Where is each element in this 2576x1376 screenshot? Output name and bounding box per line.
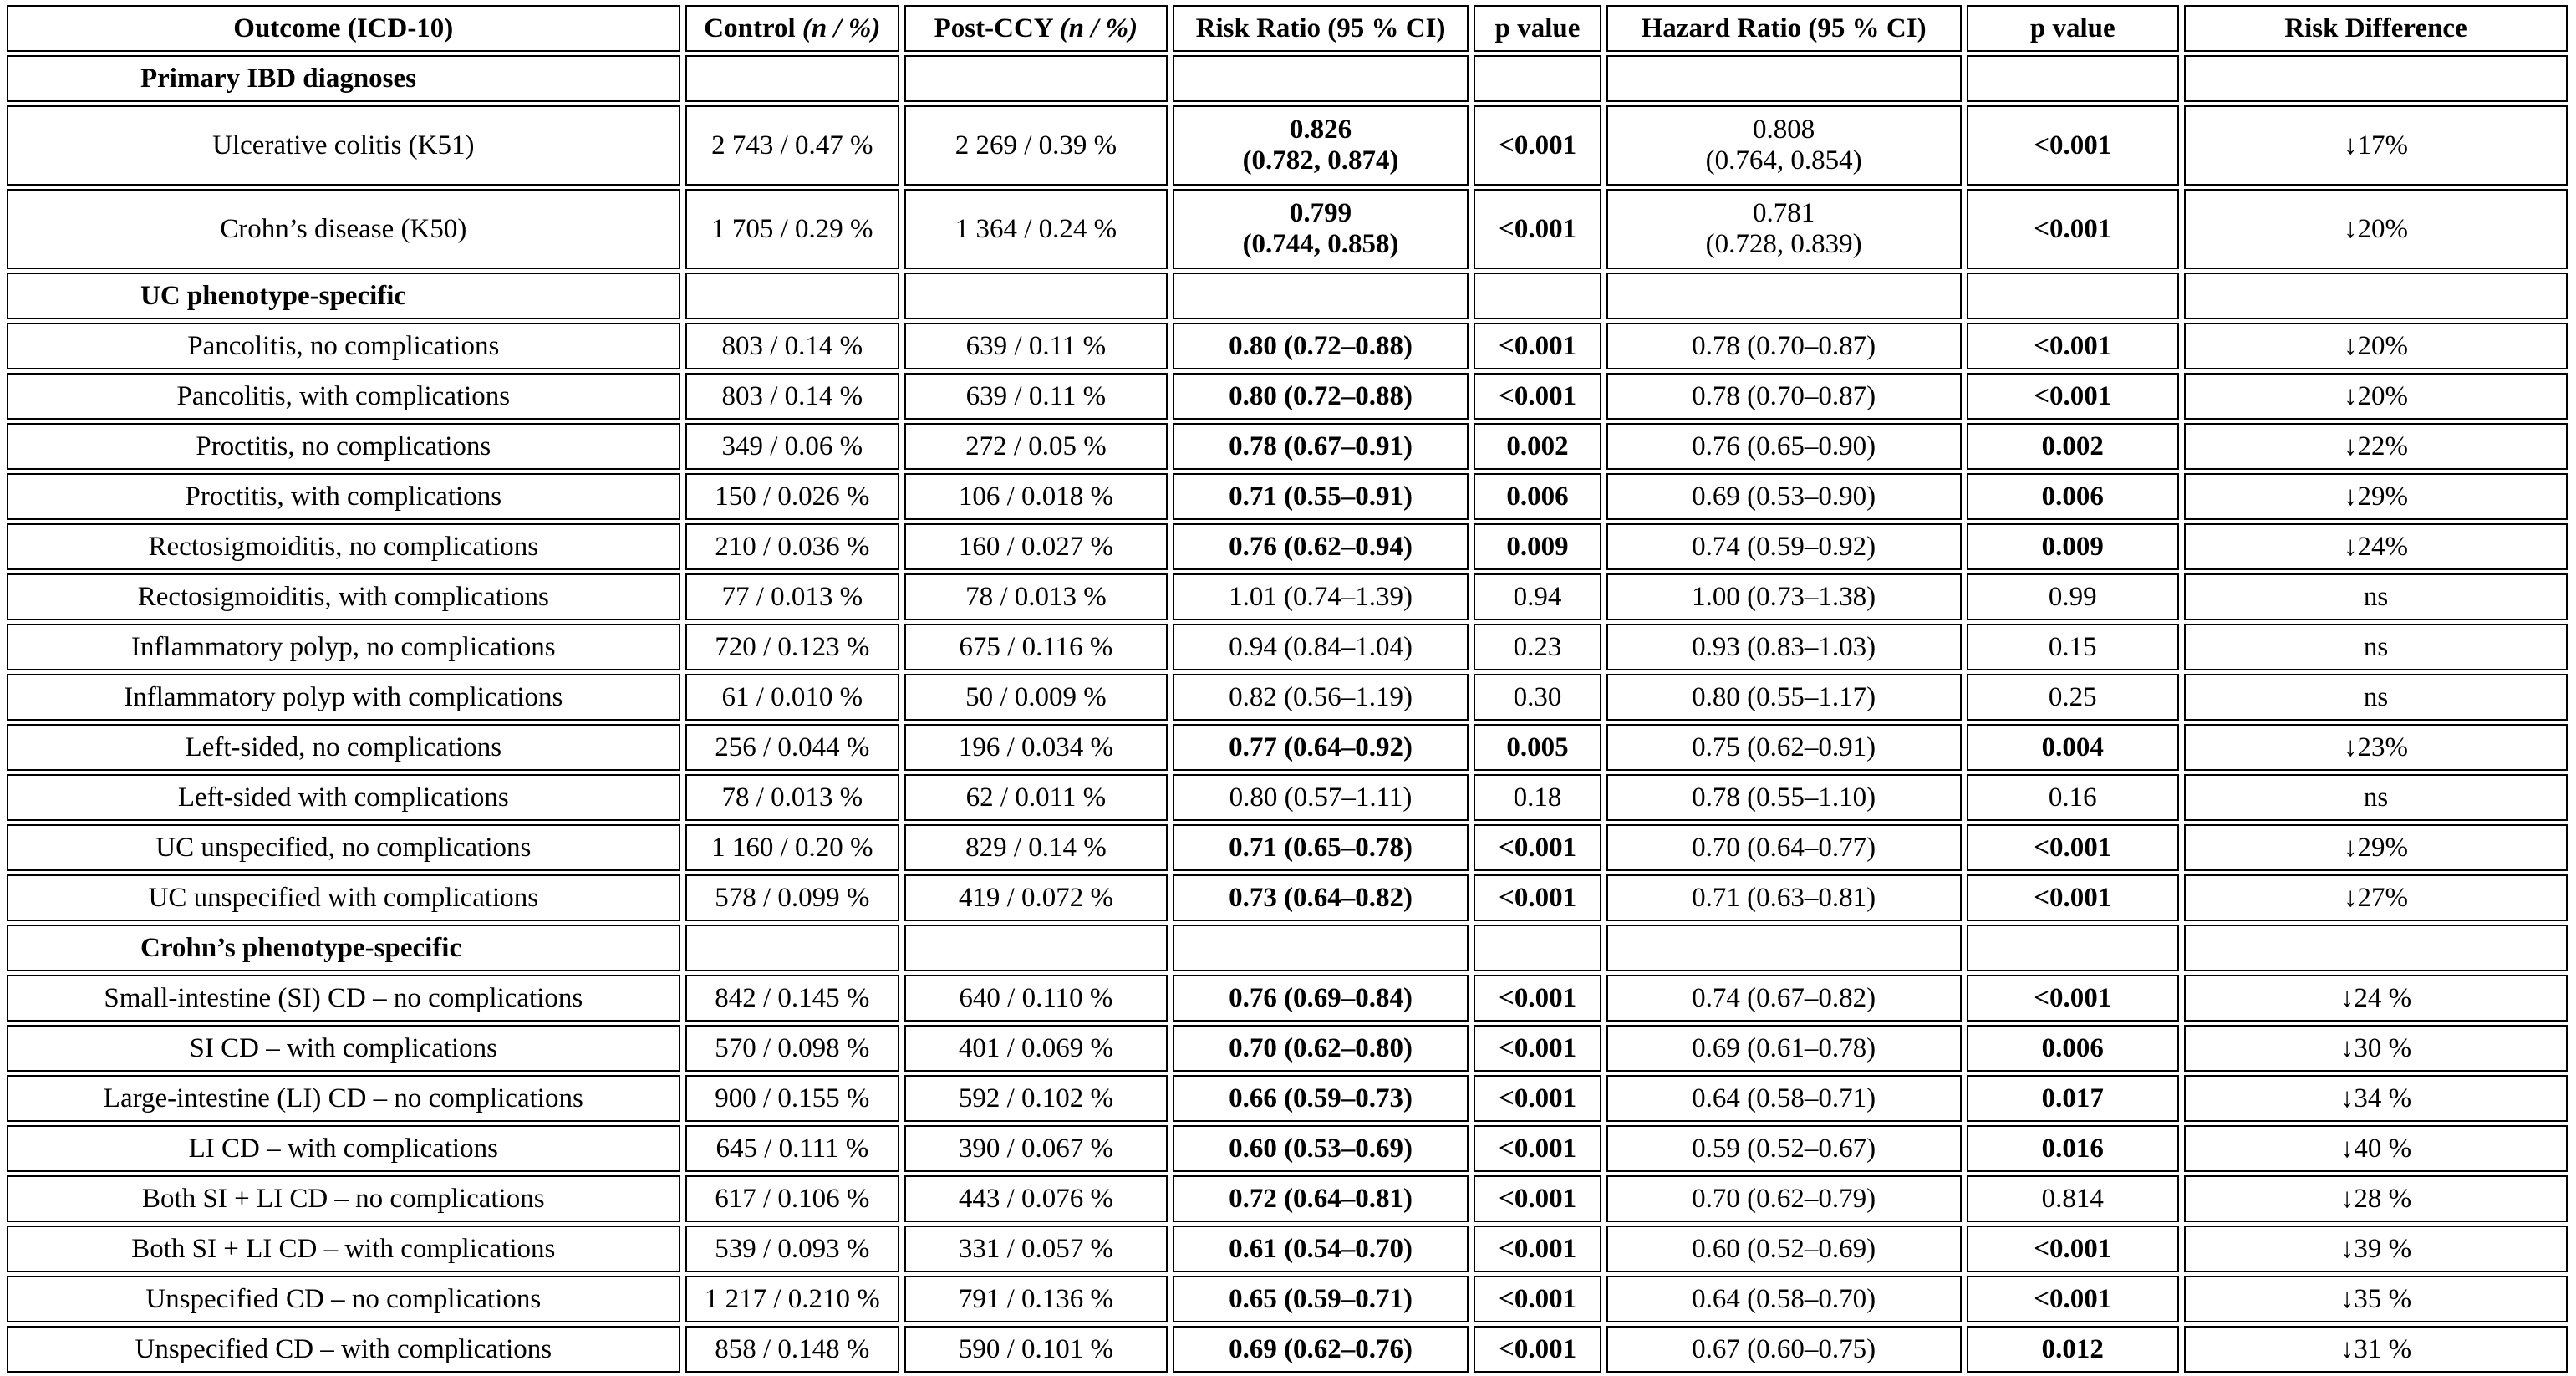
- risk-difference-cell: ↓20%: [2184, 189, 2568, 269]
- risk-ratio-cell: 0.71 (0.55–0.91): [1173, 473, 1469, 520]
- control-cell: 617 / 0.106 %: [685, 1175, 900, 1222]
- empty-cell: [1967, 273, 2180, 319]
- control-cell: 210 / 0.036 %: [685, 523, 900, 570]
- post-ccy-cell: 106 / 0.018 %: [904, 473, 1168, 520]
- hazard-ratio-ci: (0.728, 0.839): [1705, 229, 1862, 259]
- empty-cell: [1474, 273, 1601, 319]
- empty-cell: [1967, 55, 2180, 102]
- p-value-hr-cell: <0.001: [1967, 105, 2180, 186]
- empty-cell: [685, 55, 900, 102]
- hazard-ratio-cell: [1606, 105, 1962, 186]
- control-cell: 349 / 0.06 %: [685, 423, 900, 470]
- control-cell: 900 / 0.155 %: [685, 1075, 900, 1122]
- empty-cell: [904, 55, 1168, 102]
- p-value-rr-cell: <0.001: [1474, 189, 1601, 269]
- p-value-rr-cell: <0.001: [1474, 373, 1601, 420]
- outcome-cell: Rectosigmoiditis, with complications: [7, 573, 680, 620]
- p-value-rr-cell: 0.002: [1474, 423, 1601, 470]
- post-ccy-cell: 592 / 0.102 %: [904, 1075, 1168, 1122]
- header-hazard-ratio: Hazard Ratio (95 % CI): [1606, 5, 1962, 52]
- empty-cell: [904, 925, 1168, 971]
- table-row: [7, 105, 2568, 186]
- post-ccy-cell: 160 / 0.027 %: [904, 523, 1168, 570]
- hazard-ratio-cell: 0.78 (0.70–0.87): [1606, 373, 1962, 420]
- hazard-ratio-cell: 0.74 (0.67–0.82): [1606, 975, 1962, 1022]
- p-value-hr-cell: <0.001: [1967, 824, 2180, 871]
- risk-difference-cell: ↓27%: [2184, 874, 2568, 921]
- outcome-cell: UC unspecified with complications: [7, 874, 680, 921]
- empty-cell: [2184, 925, 2568, 971]
- table-row: [7, 1175, 2568, 1222]
- section-title-primary: Primary IBD diagnoses: [7, 55, 680, 102]
- header-control-label: Control: [704, 13, 796, 43]
- header-post-label: Post-CCY: [934, 13, 1053, 43]
- table-header-row: [7, 5, 2568, 52]
- p-value-hr-cell: <0.001: [1967, 1226, 2180, 1272]
- table-row: [7, 774, 2568, 821]
- empty-cell: [1606, 925, 1962, 971]
- hazard-ratio-cell: 0.69 (0.53–0.90): [1606, 473, 1962, 520]
- hazard-ratio-cell: 0.78 (0.70–0.87): [1606, 323, 1962, 369]
- table-row: [7, 473, 2568, 520]
- risk-difference-cell: ↓28 %: [2184, 1175, 2568, 1222]
- risk-difference-cell: ↓35 %: [2184, 1276, 2568, 1322]
- table-row: [7, 1075, 2568, 1122]
- p-value-rr-cell: <0.001: [1474, 1075, 1601, 1122]
- risk-difference-cell: ns: [2184, 774, 2568, 821]
- post-ccy-cell: 640 / 0.110 %: [904, 975, 1168, 1022]
- post-ccy-cell: 78 / 0.013 %: [904, 573, 1168, 620]
- control-cell: 61 / 0.010 %: [685, 674, 900, 721]
- empty-cell: [1606, 273, 1962, 319]
- table-row: [7, 1326, 2568, 1373]
- header-p-value-rr: p value: [1474, 5, 1601, 52]
- risk-difference-cell: ↓31 %: [2184, 1326, 2568, 1373]
- table-row: [7, 523, 2568, 570]
- hazard-ratio-cell: 0.74 (0.59–0.92): [1606, 523, 1962, 570]
- outcome-cell: Ulcerative colitis (K51): [7, 105, 680, 186]
- p-value-hr-cell: <0.001: [1967, 189, 2180, 269]
- post-ccy-cell: 419 / 0.072 %: [904, 874, 1168, 921]
- post-ccy-cell: 2 269 / 0.39 %: [904, 105, 1168, 186]
- outcome-cell: Left-sided, no complications: [7, 724, 680, 771]
- p-value-hr-cell: 0.99: [1967, 573, 2180, 620]
- post-ccy-cell: 791 / 0.136 %: [904, 1276, 1168, 1322]
- outcome-cell: Inflammatory polyp, no complications: [7, 624, 680, 670]
- p-value-rr-cell: 0.009: [1474, 523, 1601, 570]
- risk-ratio-cell: 0.94 (0.84–1.04): [1173, 624, 1469, 670]
- p-value-hr-cell: <0.001: [1967, 323, 2180, 369]
- control-cell: 77 / 0.013 %: [685, 573, 900, 620]
- section-row-primary: [7, 55, 2568, 102]
- outcome-cell: Both SI + LI CD – with complications: [7, 1226, 680, 1272]
- table-row: [7, 573, 2568, 620]
- p-value-hr-cell: 0.004: [1967, 724, 2180, 771]
- control-cell: 256 / 0.044 %: [685, 724, 900, 771]
- header-risk-ratio: Risk Ratio (95 % CI): [1173, 5, 1469, 52]
- risk-difference-cell: ns: [2184, 573, 2568, 620]
- header-control: [685, 5, 900, 52]
- p-value-hr-cell: 0.006: [1967, 473, 2180, 520]
- p-value-hr-cell: <0.001: [1967, 975, 2180, 1022]
- table-row: [7, 674, 2568, 721]
- outcome-cell: Unspecified CD – no complications: [7, 1276, 680, 1322]
- empty-cell: [1173, 925, 1469, 971]
- outcome-cell: Pancolitis, with complications: [7, 373, 680, 420]
- hazard-ratio-cell: 1.00 (0.73–1.38): [1606, 573, 1962, 620]
- outcome-cell: Both SI + LI CD – no complications: [7, 1175, 680, 1222]
- control-cell: 1 217 / 0.210 %: [685, 1276, 900, 1322]
- empty-cell: [1474, 925, 1601, 971]
- table-row: [7, 373, 2568, 420]
- p-value-rr-cell: <0.001: [1474, 1025, 1601, 1072]
- hazard-ratio-cell: 0.76 (0.65–0.90): [1606, 423, 1962, 470]
- risk-difference-cell: ↓40 %: [2184, 1125, 2568, 1172]
- post-ccy-cell: 675 / 0.116 %: [904, 624, 1168, 670]
- control-cell: 645 / 0.111 %: [685, 1125, 900, 1172]
- risk-difference-cell: ↓24 %: [2184, 975, 2568, 1022]
- hazard-ratio-cell: 0.60 (0.52–0.69): [1606, 1226, 1962, 1272]
- risk-ratio-ci: (0.744, 0.858): [1242, 229, 1399, 259]
- header-risk-difference: Risk Difference: [2184, 5, 2568, 52]
- p-value-hr-cell: 0.15: [1967, 624, 2180, 670]
- p-value-hr-cell: 0.009: [1967, 523, 2180, 570]
- risk-ratio-cell: 0.70 (0.62–0.80): [1173, 1025, 1469, 1072]
- control-cell: 578 / 0.099 %: [685, 874, 900, 921]
- p-value-hr-cell: <0.001: [1967, 1276, 2180, 1322]
- risk-ratio-cell: 0.76 (0.69–0.84): [1173, 975, 1469, 1022]
- risk-difference-cell: ↓23%: [2184, 724, 2568, 771]
- control-cell: 803 / 0.14 %: [685, 323, 900, 369]
- header-post-ccy: [904, 5, 1168, 52]
- post-ccy-cell: 639 / 0.11 %: [904, 323, 1168, 369]
- outcome-cell: Crohn’s disease (K50): [7, 189, 680, 269]
- p-value-rr-cell: 0.23: [1474, 624, 1601, 670]
- outcome-cell: Left-sided with complications: [7, 774, 680, 821]
- p-value-rr-cell: <0.001: [1474, 874, 1601, 921]
- hazard-ratio-cell: 0.93 (0.83–1.03): [1606, 624, 1962, 670]
- outcome-cell: Rectosigmoiditis, no complications: [7, 523, 680, 570]
- hazard-ratio-cell: 0.64 (0.58–0.70): [1606, 1276, 1962, 1322]
- header-control-unit: (n / %): [802, 13, 881, 43]
- outcome-cell: Small-intestine (SI) CD – no complications: [7, 975, 680, 1022]
- risk-difference-cell: ns: [2184, 624, 2568, 670]
- empty-cell: [685, 925, 900, 971]
- post-ccy-cell: 1 364 / 0.24 %: [904, 189, 1168, 269]
- empty-cell: [1173, 273, 1469, 319]
- hazard-ratio-ci: (0.764, 0.854): [1705, 145, 1862, 176]
- risk-ratio-cell: [1173, 105, 1469, 186]
- p-value-hr-cell: <0.001: [1967, 874, 2180, 921]
- hazard-ratio-cell: 0.78 (0.55–1.10): [1606, 774, 1962, 821]
- p-value-rr-cell: 0.94: [1474, 573, 1601, 620]
- hazard-ratio-cell: 0.75 (0.62–0.91): [1606, 724, 1962, 771]
- risk-ratio-cell: 0.80 (0.72–0.88): [1173, 323, 1469, 369]
- p-value-rr-cell: 0.005: [1474, 724, 1601, 771]
- hazard-ratio-cell: 0.64 (0.58–0.71): [1606, 1075, 1962, 1122]
- empty-cell: [2184, 55, 2568, 102]
- outcome-cell: SI CD – with complications: [7, 1025, 680, 1072]
- post-ccy-cell: 443 / 0.076 %: [904, 1175, 1168, 1222]
- header-post-unit: (n / %): [1059, 13, 1138, 43]
- p-value-hr-cell: 0.814: [1967, 1175, 2180, 1222]
- control-cell: 2 743 / 0.47 %: [685, 105, 900, 186]
- hazard-ratio-cell: [1606, 189, 1962, 269]
- risk-ratio-cell: 0.69 (0.62–0.76): [1173, 1326, 1469, 1373]
- risk-difference-cell: ↓20%: [2184, 373, 2568, 420]
- control-cell: 570 / 0.098 %: [685, 1025, 900, 1072]
- control-cell: 720 / 0.123 %: [685, 624, 900, 670]
- p-value-hr-cell: 0.012: [1967, 1326, 2180, 1373]
- p-value-rr-cell: <0.001: [1474, 323, 1601, 369]
- risk-difference-cell: ↓34 %: [2184, 1075, 2568, 1122]
- outcome-cell: Unspecified CD – with complications: [7, 1326, 680, 1373]
- hazard-ratio-estimate: 0.781: [1752, 198, 1815, 229]
- table-row: [7, 423, 2568, 470]
- p-value-rr-cell: <0.001: [1474, 824, 1601, 871]
- post-ccy-cell: 401 / 0.069 %: [904, 1025, 1168, 1072]
- risk-ratio-cell: 0.66 (0.59–0.73): [1173, 1075, 1469, 1122]
- hazard-ratio-cell: 0.67 (0.60–0.75): [1606, 1326, 1962, 1373]
- empty-cell: [1606, 55, 1962, 102]
- post-ccy-cell: 62 / 0.011 %: [904, 774, 1168, 821]
- risk-ratio-estimate: 0.826: [1289, 115, 1352, 145]
- post-ccy-cell: 196 / 0.034 %: [904, 724, 1168, 771]
- section-row-uc: [7, 273, 2568, 319]
- outcome-cell: Large-intestine (LI) CD – no complications: [7, 1075, 680, 1122]
- risk-ratio-cell: [1173, 189, 1469, 269]
- table-row: [7, 624, 2568, 670]
- outcome-cell: Pancolitis, no complications: [7, 323, 680, 369]
- risk-difference-cell: ↓24%: [2184, 523, 2568, 570]
- section-row-cd: [7, 925, 2568, 971]
- post-ccy-cell: 50 / 0.009 %: [904, 674, 1168, 721]
- control-cell: 78 / 0.013 %: [685, 774, 900, 821]
- outcome-cell: LI CD – with complications: [7, 1125, 680, 1172]
- table-row: [7, 323, 2568, 369]
- outcome-cell: Proctitis, with complications: [7, 473, 680, 520]
- risk-difference-cell: ↓29%: [2184, 824, 2568, 871]
- empty-cell: [1474, 55, 1601, 102]
- risk-ratio-cell: 0.71 (0.65–0.78): [1173, 824, 1469, 871]
- risk-ratio-cell: 0.61 (0.54–0.70): [1173, 1226, 1469, 1272]
- risk-ratio-cell: 0.76 (0.62–0.94): [1173, 523, 1469, 570]
- risk-ratio-cell: 0.82 (0.56–1.19): [1173, 674, 1469, 721]
- results-table: [2, 2, 2573, 1376]
- table-row: [7, 724, 2568, 771]
- risk-ratio-cell: 0.80 (0.57–1.11): [1173, 774, 1469, 821]
- risk-difference-cell: ↓29%: [2184, 473, 2568, 520]
- p-value-rr-cell: <0.001: [1474, 1125, 1601, 1172]
- hazard-ratio-cell: 0.69 (0.61–0.78): [1606, 1025, 1962, 1072]
- hazard-ratio-cell: 0.59 (0.52–0.67): [1606, 1125, 1962, 1172]
- control-cell: 150 / 0.026 %: [685, 473, 900, 520]
- outcome-cell: UC unspecified, no complications: [7, 824, 680, 871]
- post-ccy-cell: 272 / 0.05 %: [904, 423, 1168, 470]
- p-value-rr-cell: 0.30: [1474, 674, 1601, 721]
- empty-cell: [904, 273, 1168, 319]
- outcome-cell: Inflammatory polyp with complications: [7, 674, 680, 721]
- empty-cell: [1173, 55, 1469, 102]
- table-row: [7, 1125, 2568, 1172]
- p-value-hr-cell: 0.25: [1967, 674, 2180, 721]
- p-value-hr-cell: 0.016: [1967, 1125, 2180, 1172]
- risk-ratio-cell: 0.78 (0.67–0.91): [1173, 423, 1469, 470]
- table-row: [7, 874, 2568, 921]
- header-p-value-hr: p value: [1967, 5, 2180, 52]
- risk-ratio-cell: 0.65 (0.59–0.71): [1173, 1276, 1469, 1322]
- p-value-rr-cell: <0.001: [1474, 975, 1601, 1022]
- post-ccy-cell: 590 / 0.101 %: [904, 1326, 1168, 1373]
- risk-ratio-ci: (0.782, 0.874): [1242, 145, 1399, 176]
- post-ccy-cell: 331 / 0.057 %: [904, 1226, 1168, 1272]
- risk-ratio-cell: 1.01 (0.74–1.39): [1173, 573, 1469, 620]
- hazard-ratio-cell: 0.80 (0.55–1.17): [1606, 674, 1962, 721]
- header-outcome: Outcome (ICD-10): [7, 5, 680, 52]
- p-value-rr-cell: <0.001: [1474, 1226, 1601, 1272]
- control-cell: 803 / 0.14 %: [685, 373, 900, 420]
- p-value-hr-cell: 0.002: [1967, 423, 2180, 470]
- risk-difference-cell: ↓30 %: [2184, 1025, 2568, 1072]
- table-row: [7, 189, 2568, 269]
- hazard-ratio-cell: 0.71 (0.63–0.81): [1606, 874, 1962, 921]
- risk-difference-cell: ↓22%: [2184, 423, 2568, 470]
- post-ccy-cell: 829 / 0.14 %: [904, 824, 1168, 871]
- post-ccy-cell: 639 / 0.11 %: [904, 373, 1168, 420]
- p-value-rr-cell: 0.18: [1474, 774, 1601, 821]
- p-value-hr-cell: <0.001: [1967, 373, 2180, 420]
- p-value-rr-cell: <0.001: [1474, 1175, 1601, 1222]
- section-title-cd: Crohn’s phenotype-specific: [7, 925, 680, 971]
- p-value-rr-cell: <0.001: [1474, 1326, 1601, 1373]
- p-value-hr-cell: 0.006: [1967, 1025, 2180, 1072]
- outcome-cell: Proctitis, no complications: [7, 423, 680, 470]
- hazard-ratio-cell: 0.70 (0.64–0.77): [1606, 824, 1962, 871]
- risk-ratio-cell: 0.77 (0.64–0.92): [1173, 724, 1469, 771]
- table-row: [7, 975, 2568, 1022]
- table-row: [7, 1025, 2568, 1072]
- section-title-uc: UC phenotype-specific: [7, 273, 680, 319]
- empty-cell: [2184, 273, 2568, 319]
- table-row: [7, 1276, 2568, 1322]
- control-cell: 539 / 0.093 %: [685, 1226, 900, 1272]
- control-cell: 1 160 / 0.20 %: [685, 824, 900, 871]
- risk-ratio-estimate: 0.799: [1289, 198, 1352, 229]
- p-value-hr-cell: 0.16: [1967, 774, 2180, 821]
- risk-difference-cell: ns: [2184, 674, 2568, 721]
- table-row: [7, 1226, 2568, 1272]
- empty-cell: [685, 273, 900, 319]
- risk-ratio-cell: 0.73 (0.64–0.82): [1173, 874, 1469, 921]
- hazard-ratio-cell: 0.70 (0.62–0.79): [1606, 1175, 1962, 1222]
- p-value-rr-cell: 0.006: [1474, 473, 1601, 520]
- p-value-rr-cell: <0.001: [1474, 105, 1601, 186]
- empty-cell: [1967, 925, 2180, 971]
- control-cell: 1 705 / 0.29 %: [685, 189, 900, 269]
- risk-difference-cell: ↓20%: [2184, 323, 2568, 369]
- risk-difference-cell: ↓39 %: [2184, 1226, 2568, 1272]
- risk-ratio-cell: 0.72 (0.64–0.81): [1173, 1175, 1469, 1222]
- hazard-ratio-estimate: 0.808: [1752, 115, 1815, 145]
- table-row: [7, 824, 2568, 871]
- p-value-hr-cell: 0.017: [1967, 1075, 2180, 1122]
- risk-ratio-cell: 0.60 (0.53–0.69): [1173, 1125, 1469, 1172]
- p-value-rr-cell: <0.001: [1474, 1276, 1601, 1322]
- control-cell: 842 / 0.145 %: [685, 975, 900, 1022]
- risk-ratio-cell: 0.80 (0.72–0.88): [1173, 373, 1469, 420]
- post-ccy-cell: 390 / 0.067 %: [904, 1125, 1168, 1172]
- control-cell: 858 / 0.148 %: [685, 1326, 900, 1373]
- risk-difference-cell: ↓17%: [2184, 105, 2568, 186]
